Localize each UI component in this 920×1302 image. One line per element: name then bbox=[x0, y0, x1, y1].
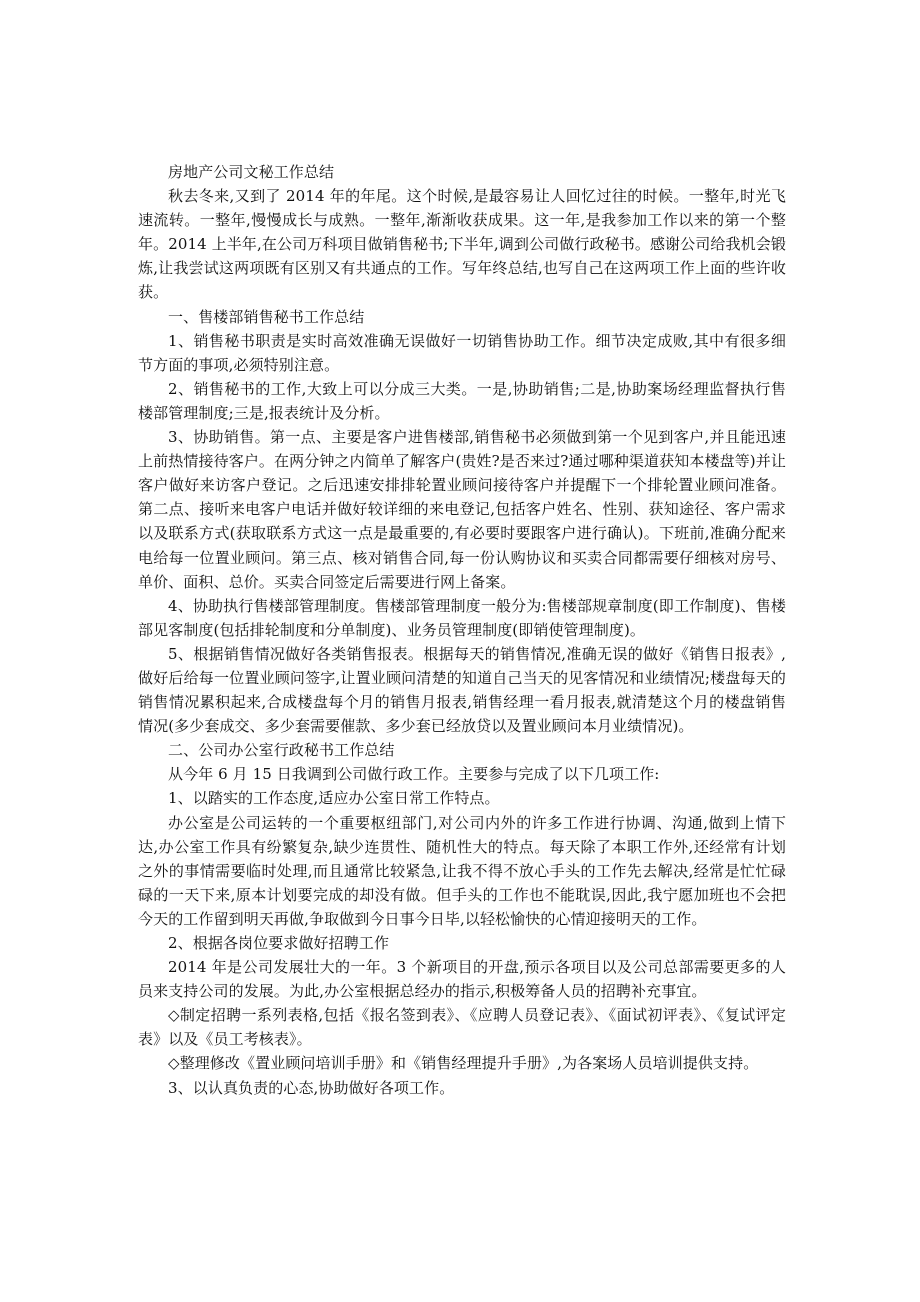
paragraph: 办公室是公司运转的一个重要枢纽部门,对公司内外的许多工作进行协调、沟通,做到上情下达,办公室工作具有纷繁复杂,缺少连贯性、随机性大的特点。每天除了本职工作外,还经常有计划之外的事情需要临时处理,而且通常比较紧急,让我不得不放心手头的工作先去解决,经常是忙忙碌碌的一天下来,原本计划要完成的却没有做。但手头的工作也不能耽误,因此,我宁愿加班也不会把今天的工作留到明天再做,争取做到今日事今日毕,以轻松愉快的心情迎接明天的工作。 bbox=[138, 813, 786, 928]
paragraph: 3、协助销售。第一点、主要是客户进售楼部,销售秘书必须做到第一个见到客户,并且能迅速上前热情接待客户。在两分钟之内简单了解客户(贵姓?是否来过?通过哪种渠道获知本楼盘等)并让客户做好来访客户登记。之后迅速安排排轮置业顾问接待客户并提醒下一个排轮置业顾问准备。第二点、接听来电客户电话并做好较详细的来电登记,包括客户姓名、性别、获知途径、客户需求以及联系方式(获取联系方式这一点是最重要的,有必要时要跟客户进行确认)。下班前,准确分配来电给每一位置业顾问。第三点、核对销售合同,每一份认购协议和买卖合同都需要仔细核对房号、单价、面积、总价。买卖合同签定后需要进行网上备案。 bbox=[138, 428, 786, 591]
paragraph: 3、以认真负责的心态,协助做好各项工作。 bbox=[168, 1078, 455, 1097]
paragraph: 2014 年是公司发展壮大的一年。3 个新项目的开盘,预示各项目以及公司总部需要更多的人员来支持公司的发展。为此,办公室根据总经办的指示,积极筹备人员的招聘补充事宜。 bbox=[138, 958, 786, 1001]
paragraph: 5、根据销售情况做好各类销售报表。根据每天的销售情况,准确无误的做好《销售日报表》,做好后给每一位置业顾问签字,让置业顾问清楚的知道自己当天的见客情况和业绩情况;楼盘每天的销售情况累积起来,合成楼盘每个月的销售月报表,销售经理一看月报表,就清楚这个月的楼盘销售情况(多少套成交、多少套需要催款、多少套已经放贷以及置业顾问本月业绩情况)。 bbox=[138, 644, 786, 736]
paragraph: 4、协助执行售楼部管理制度。售楼部管理制度一般分为:售楼部规章制度(即工作制度)、售楼部见客制度(包括排轮制度和分单制度)、业务员管理制度(即销使管理制度)。 bbox=[138, 596, 786, 639]
document-title: 房地产公司文秘工作总结 bbox=[168, 163, 335, 181]
paragraph: 1、以踏实的工作态度,适应办公室日常工作特点。 bbox=[168, 789, 500, 808]
section-heading-admin: 二、公司办公室行政秘书工作总结 bbox=[168, 741, 395, 760]
section-heading-sales: 一、售楼部销售秘书工作总结 bbox=[168, 307, 365, 326]
paragraph: 1、销售秘书职责是实时高效准确无误做好一切销售协助工作。细节决定成败,其中有很多细节方面的事项,必须特别注意。 bbox=[138, 331, 786, 374]
bullet-item: ◇整理修改《置业顾问培训手册》和《销售经理提升手册》,为各案场人员培训提供支持。 bbox=[168, 1054, 759, 1073]
paragraph: 2、销售秘书的工作,大致上可以分成三大类。一是,协助销售;二是,协助案场经理监督执行售楼部管理制度;三是,报表统计及分析。 bbox=[138, 379, 786, 422]
paragraph: 2、根据各岗位要求做好招聘工作 bbox=[168, 934, 390, 952]
intro-paragraph: 秋去冬来,又到了 2014 年的年尾。这个时候,是最容易让人回忆过往的时候。一整年,时光飞速流转。一整年,慢慢成长与成熟。一整年,渐渐收获成果。这一年,是我参加工作以来的第一个整年。2014 上半年,在公司万科项目做销售秘书;下半年,调到公司做行政秘书。感谢公司给我机会锻炼,让我尝试这两项既有区别又有共通点的工作。写年终总结,也写自己在这两项工作上面的些许收获。 bbox=[138, 187, 786, 302]
paragraph: 从今年 6 月 15 日我调到公司做行政工作。主要参与完成了以下几项工作: bbox=[168, 765, 660, 784]
bullet-item: ◇制定招聘一系列表格,包括《报名签到表》、《应聘人员登记表》、《面试初评表》、《复试评定表》以及《员工考核表》。 bbox=[138, 1006, 786, 1049]
document-body bbox=[138, 160, 786, 1100]
